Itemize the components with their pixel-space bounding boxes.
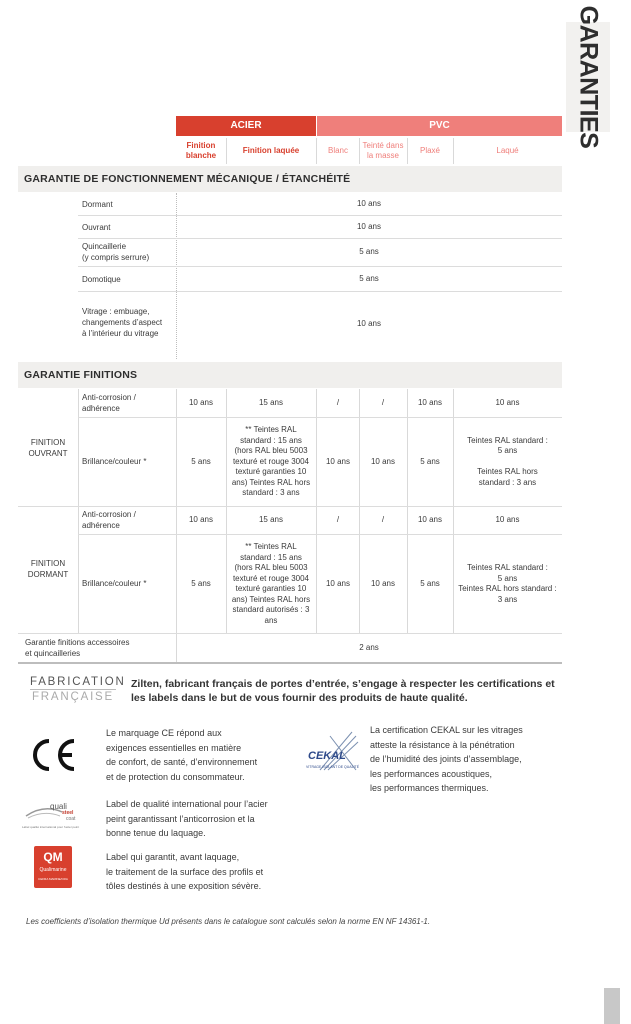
cell: 5 ans	[420, 456, 440, 466]
col-teinte-masse: Teinté dans la masse	[362, 141, 404, 160]
row-label-domotique: Domotique	[82, 275, 121, 284]
cell: 15 ans	[258, 397, 284, 407]
cell: ** Teintes RAL standard : 15 ans (hors RAL bleu 5003 texturé et rouge 3004 texturé garanties 10 ans) Teintes RAL hors standard : 3 ans	[231, 425, 311, 498]
cell: ** Teintes RAL standard : 15 ans (hors RAL bleu 5003 texturé et rouge 3004 texturé garanties 10 ans) Teintes RAL hors standard autorisés : 3 ans	[231, 542, 311, 625]
cell: 10 ans	[417, 397, 443, 407]
intro-text: Zilten, fabricant français de portes d’entrée, s’engage à respecter les certifications et les labels dans le but de vous fournir des produits de haute qualité.	[131, 678, 555, 704]
row-label-vitrage: Vitrage : embuage, changements d’aspect à l’intérieur du vitrage	[82, 307, 163, 338]
cekal-text: La certification CEKAL sur les vitrages atteste la résistance à la pénétration de l’humidité des joints d’assemblage, les performances acoustiques, les performances thermiques.	[370, 725, 523, 793]
side-tab	[566, 5, 610, 149]
col-finition-blanche: Finition blanche	[185, 141, 217, 160]
cell: 10 ans	[325, 578, 351, 588]
cell: 10 ans	[370, 456, 396, 466]
ce-text: Le marquage CE répond aux exigences essentielles en matière de confort, de santé, d’environnement et de protection du consommateur.	[106, 728, 258, 782]
cell: Teintes RAL standard : 5 ans Teintes RAL hors standard : 3 ans	[467, 435, 548, 487]
col-laque: Laqué	[496, 146, 519, 155]
cell: /	[381, 515, 385, 525]
cell: 10 ans	[188, 515, 214, 525]
cell: 5 ans	[420, 578, 440, 588]
row-value-accessoires: 2 ans	[359, 642, 379, 652]
cell: /	[381, 397, 385, 407]
row-label-brillance-ouvrant: Brillance/couleur *	[82, 457, 147, 466]
header-acier: ACIER	[176, 116, 316, 136]
cell: 5 ans	[191, 456, 211, 466]
row-label-quincaillerie: Quincaillerie (y compris serrure)	[82, 242, 150, 262]
row-label-accessoires: Garantie finitions accessoires et quincailleries	[25, 638, 130, 658]
row-label-ouvrant: Ouvrant	[82, 223, 111, 232]
qualisteelcoat-logo: quali steel coat Label qualité international pour l’acier peint	[22, 802, 80, 829]
row-value-ouvrant: 10 ans	[356, 221, 382, 231]
header-pvc: PVC	[317, 116, 562, 136]
cell: /	[336, 515, 340, 525]
fabrication-francaise-logo: FABRICATION FRANÇAISE	[30, 676, 126, 703]
cekal-logo: CEKAL VITRAGE ISOLANT DE QUALITÉ	[300, 730, 360, 774]
page-edge-marker	[604, 988, 620, 1024]
row-value-dormant: 10 ans	[356, 198, 382, 208]
cell: 10 ans	[417, 515, 443, 525]
row-label-anticorrosion-dormant: Anti-corrosion / adhérence	[82, 510, 136, 530]
qualimarine-text: Label qui garantit, avant laquage, le traitement de la surface des profils et tôles destinés à une exposition sévère.	[106, 852, 264, 891]
row-label-brillance-dormant: Brillance/couleur *	[82, 579, 147, 588]
group-finition-dormant: FINITION DORMANT	[27, 559, 69, 579]
cell: 10 ans	[495, 515, 520, 525]
row-value-vitrage: 10 ans	[356, 318, 382, 328]
cell: 10 ans	[495, 397, 520, 407]
col-finition-laquee: Finition laquée	[242, 146, 300, 155]
cell: /	[336, 397, 340, 407]
cell: 5 ans	[191, 578, 211, 588]
row-label-dormant: Dormant	[82, 200, 113, 209]
side-tab-label: GARANTIES	[574, 5, 603, 149]
cell: 10 ans	[325, 456, 351, 466]
footnote: Les coefficients d’isolation thermique Ud présents dans le catalogue sont calculés selon la norme EN NF 14361-1.	[26, 917, 431, 926]
col-blanc: Blanc	[327, 146, 348, 155]
ce-logo	[30, 735, 80, 775]
row-label-anticorrosion-ouvrant: Anti-corrosion / adhérence	[82, 393, 136, 413]
row-value-quincaillerie: 5 ans	[359, 247, 379, 257]
row-value-domotique: 5 ans	[359, 273, 379, 283]
group-finition-ouvrant: FINITION OUVRANT	[28, 438, 68, 458]
cell: 10 ans	[188, 397, 214, 407]
section-finitions-title: GARANTIE FINITIONS	[18, 362, 562, 388]
cell: 10 ans	[370, 578, 396, 588]
section-fonctionnement-title: GARANTIE DE FONCTIONNEMENT MÉCANIQUE / ÉTANCHÉITÉ	[18, 166, 562, 192]
cell: Teintes RAL standard : 5 ans Teintes RAL hors standard : 3 ans	[458, 563, 557, 604]
qualimarine-logo: QM Qualimarine CEFRA MARINE/CRA	[34, 846, 72, 888]
cell: 15 ans	[258, 515, 284, 525]
qualisteelcoat-text: Label de qualité international pour l’acier peint garantissant l’anticorrosion et la bonne tenue du laquage.	[106, 799, 268, 838]
col-plaxe: Plaxé	[419, 146, 440, 155]
